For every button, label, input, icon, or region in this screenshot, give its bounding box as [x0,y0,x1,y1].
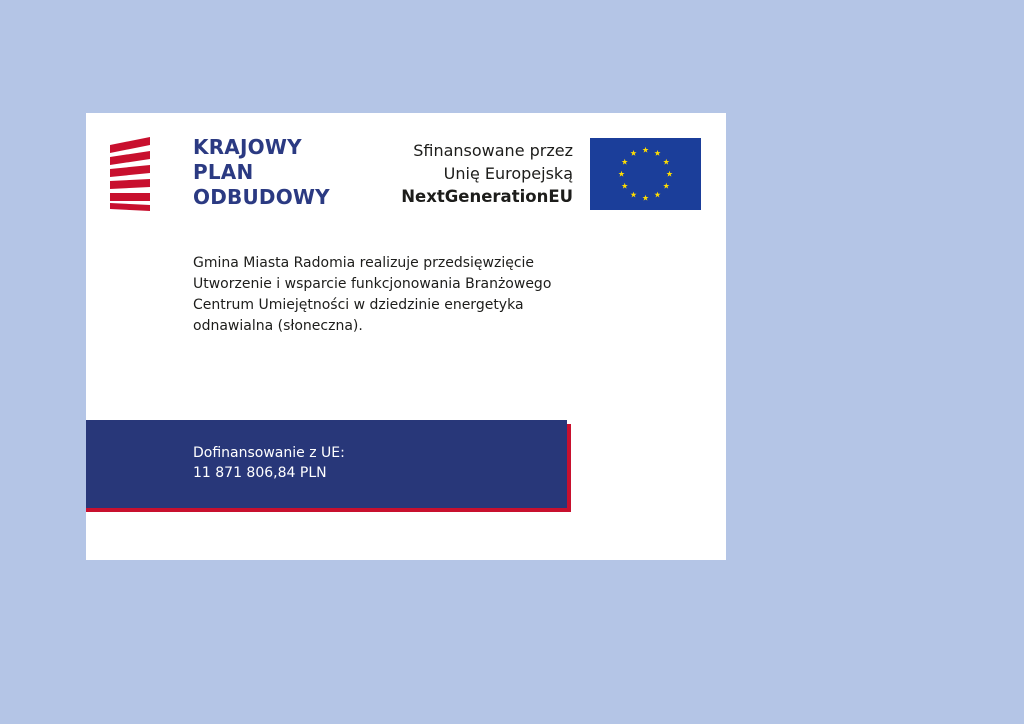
eu-flag-icon [590,138,701,210]
kpo-logo-icon [110,137,150,211]
poster-board [86,113,726,560]
kpo-line-3: ODBUDOWY [193,185,330,209]
cofinancing-amount: 11 871 806,84 PLN [193,465,327,481]
eu-funding-statement [401,139,573,208]
funding-line-3: NextGenerationEU [401,187,573,206]
cofinancing-info [193,443,345,483]
kpo-line-1: KRAJOWY [193,135,302,159]
kpo-wordmark [193,135,330,210]
funding-line-2: Unię Europejską [443,164,573,183]
cofinancing-label: Dofinansowanie z UE: [193,445,345,461]
kpo-line-2: PLAN [193,160,254,184]
funding-line-1: Sfinansowane przez [413,141,573,160]
project-description: Gmina Miasta Radomia realizuje przedsięwzięcie Utworzenie i wsparcie funkcjonowania Branżowego Centrum Umiejętności w dziedzinie energetyka odnawialna (słoneczna). [193,255,552,334]
